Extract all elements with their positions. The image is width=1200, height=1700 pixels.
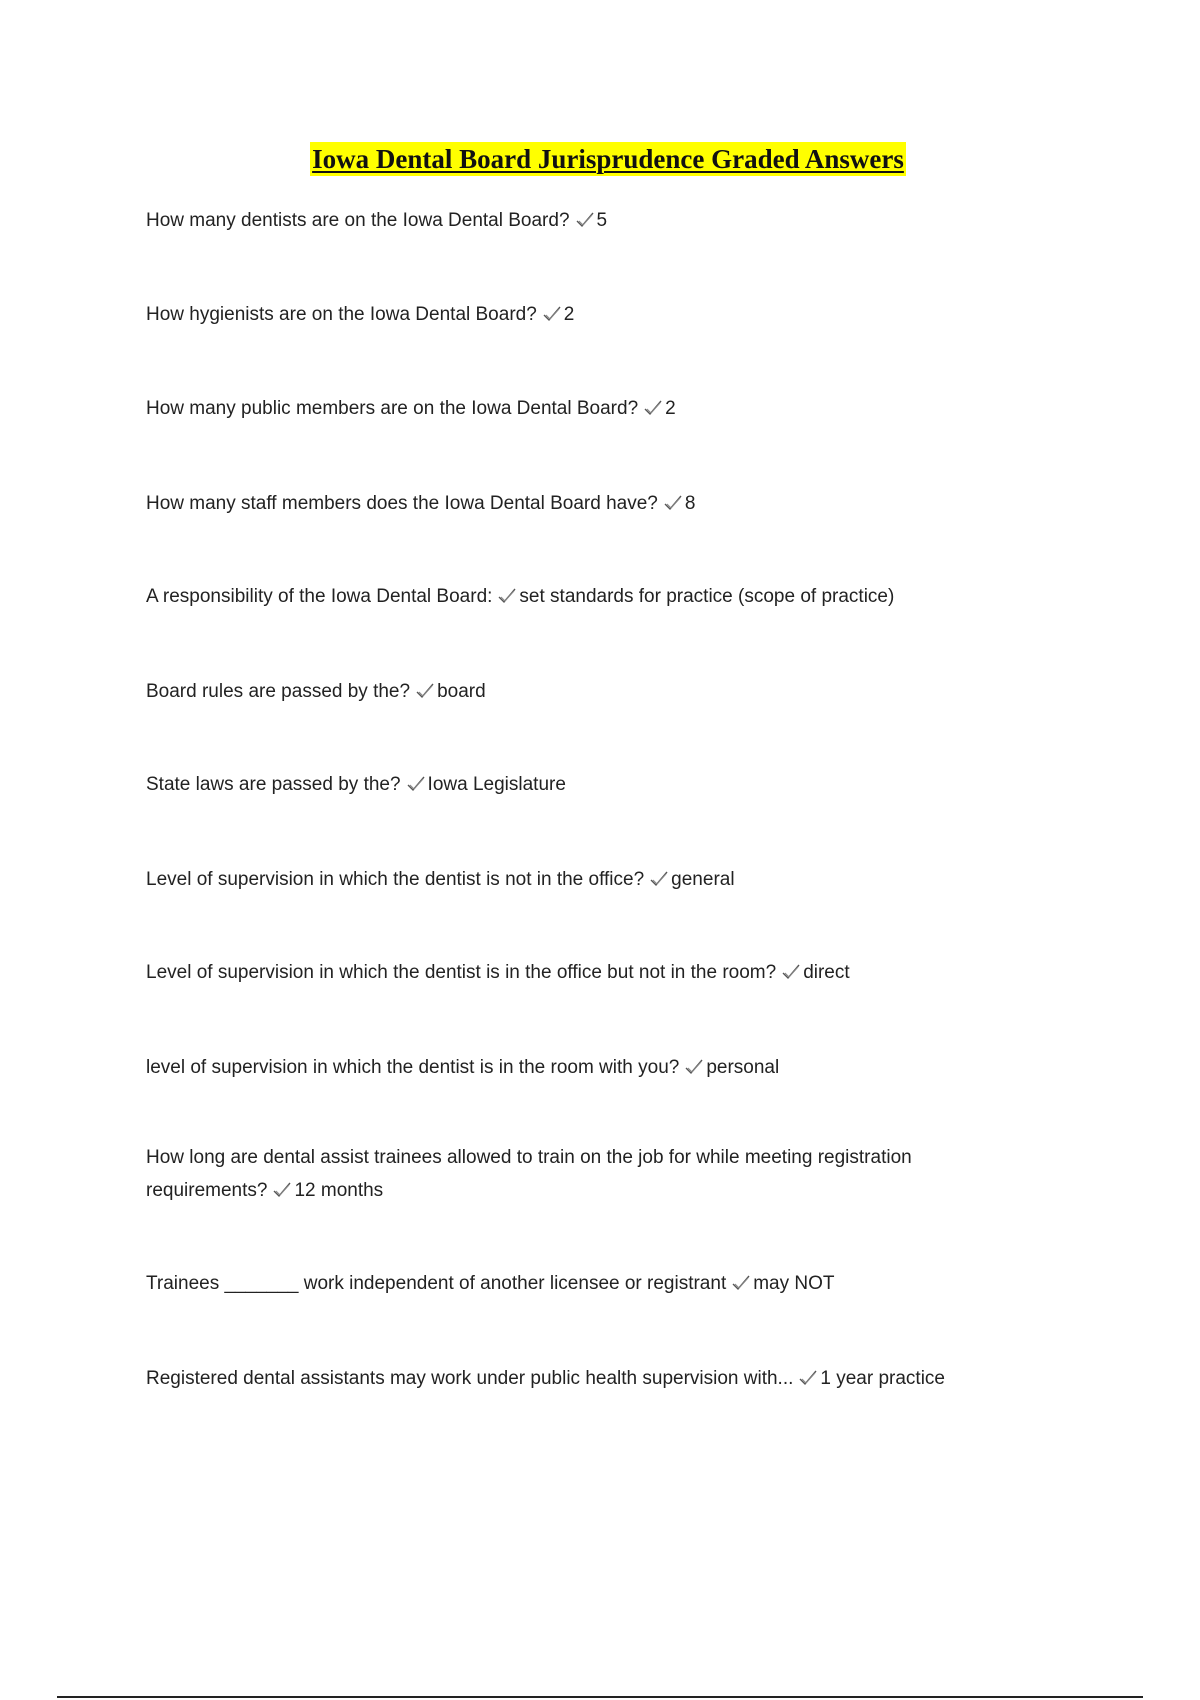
answer-text: personal xyxy=(706,1057,780,1078)
checkmark-icon xyxy=(406,769,426,801)
bottom-divider xyxy=(57,1696,1143,1698)
qa-item xyxy=(146,1362,1106,1395)
answer-text: 2 xyxy=(665,398,676,419)
checkmark-icon xyxy=(649,864,669,896)
answer-text: 1 year practice xyxy=(820,1368,946,1389)
qa-item xyxy=(146,956,1026,989)
qa-item xyxy=(146,392,1026,425)
question-text: How many dentists are on the Iowa Dental Board? xyxy=(146,210,570,231)
question-text: How many staff members does the Iowa Dental Board have? xyxy=(146,493,658,514)
answer-text: Iowa Legislature xyxy=(427,774,566,795)
question-text: Level of supervision in which the dentist is not in the office? xyxy=(146,869,645,890)
checkmark-icon xyxy=(798,1363,818,1395)
question-text: How long are dental assist trainees allowed to train on the job for while meeting registration requirements? xyxy=(146,1147,912,1201)
answer-text: 5 xyxy=(596,210,608,231)
answer-text: may NOT xyxy=(753,1273,835,1294)
checkmark-icon xyxy=(731,1268,751,1300)
answer-text: general xyxy=(671,869,735,890)
qa-item xyxy=(146,298,1026,331)
checkmark-icon xyxy=(663,488,683,520)
checkmark-icon xyxy=(575,205,595,237)
answer-text: board xyxy=(437,681,486,702)
question-text: How hygienists are on the Iowa Dental Board? xyxy=(146,304,537,325)
question-text: Registered dental assistants may work under public health supervision with... xyxy=(146,1368,794,1389)
answer-text: 12 months xyxy=(294,1180,384,1201)
checkmark-icon xyxy=(684,1052,704,1084)
answer-text: direct xyxy=(803,962,850,983)
checkmark-icon xyxy=(643,393,663,425)
question-text: A responsibility of the Iowa Dental Board: xyxy=(146,586,493,607)
qa-item xyxy=(146,1051,1026,1084)
answer-text: 2 xyxy=(563,304,575,325)
question-text: How many public members are on the Iowa Dental Board? xyxy=(146,398,639,419)
qa-item xyxy=(146,1142,1006,1207)
checkmark-icon xyxy=(781,957,801,989)
question-text: Board rules are passed by the? xyxy=(146,681,411,702)
checkmark-icon xyxy=(497,581,517,613)
checkmark-icon xyxy=(415,676,435,708)
qa-item xyxy=(146,580,1026,613)
title-wrapper xyxy=(0,142,1200,176)
qa-item xyxy=(146,768,1026,801)
checkmark-icon xyxy=(272,1175,292,1207)
qa-item xyxy=(146,204,1026,237)
question-text: level of supervision in which the dentist is in the room with you? xyxy=(146,1057,680,1078)
document-title: Iowa Dental Board Jurisprudence Graded Answers xyxy=(312,144,904,174)
question-text: Trainees _______ work independent of another licensee or registrant xyxy=(146,1273,727,1294)
question-text: Level of supervision in which the dentist is in the office but not in the room? xyxy=(146,962,777,983)
qa-item xyxy=(146,675,1026,708)
answer-text: 8 xyxy=(684,493,696,514)
qa-item xyxy=(146,487,1026,520)
qa-item xyxy=(146,863,1026,896)
question-text: State laws are passed by the? xyxy=(146,774,401,795)
checkmark-icon xyxy=(542,299,562,331)
answer-text: set standards for practice (scope of practice) xyxy=(519,586,895,607)
qa-item xyxy=(146,1267,1026,1300)
